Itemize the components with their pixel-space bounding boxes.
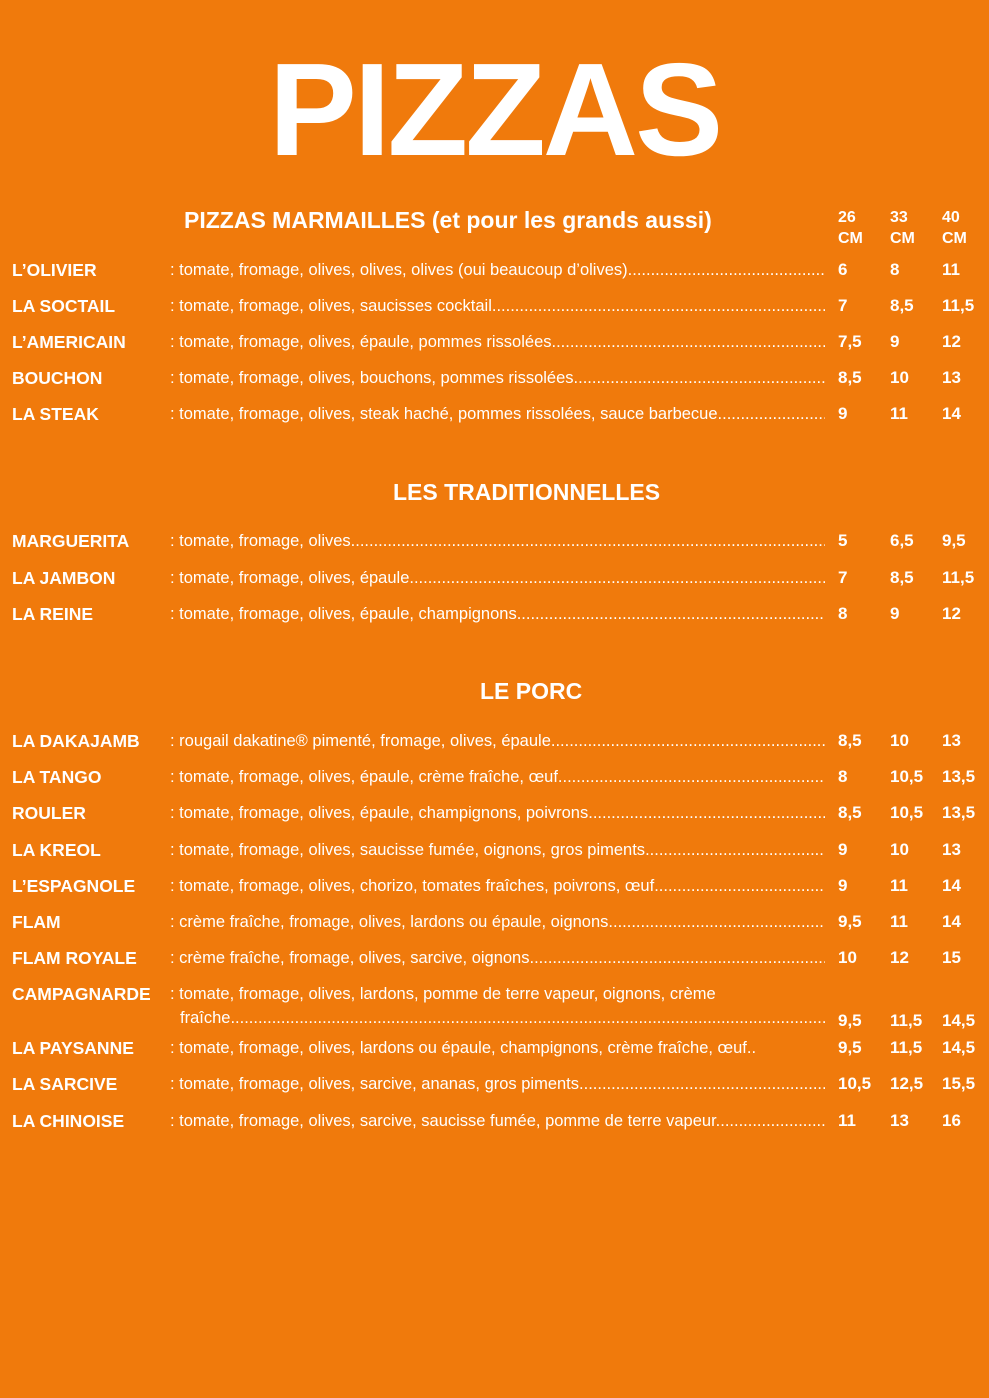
- menu-item: [0, 402, 989, 432]
- price-40: 14: [942, 912, 961, 931]
- price-33: 11,5: [890, 1011, 923, 1030]
- price-26: 9: [838, 876, 848, 895]
- price-33: 9: [890, 604, 900, 623]
- price-26: 9,5: [838, 912, 862, 931]
- price-26: 7: [838, 568, 848, 587]
- item-description: : tomate, fromage, olives, olives, olives (oui beaucoup d’olives) .....: [170, 258, 825, 282]
- price-33: 11: [890, 404, 908, 423]
- item-description: : crème fraîche, fromage, olives, lardons ou épaule, oignons .....: [170, 910, 825, 934]
- price-33: 12,5: [890, 1074, 924, 1093]
- price-40: 16: [942, 1111, 961, 1130]
- menu-item: [0, 801, 989, 831]
- price-33: 11: [890, 876, 908, 895]
- menu-item: [0, 729, 989, 759]
- menu-item: [0, 602, 989, 632]
- menu-item: [0, 330, 989, 360]
- price-40: 13: [942, 368, 961, 387]
- item-description: : tomate, fromage, olives, saucisse fumée, oignons, gros piments .....: [170, 838, 825, 862]
- menu-item: [0, 874, 989, 904]
- menu-item: [0, 1109, 989, 1139]
- price-33: 11: [890, 912, 908, 931]
- price-26: 8,5: [838, 803, 862, 822]
- price-33: 13: [890, 1111, 909, 1130]
- price-40: 12: [942, 604, 961, 623]
- menu-item: [0, 529, 989, 559]
- menu-item: [0, 258, 989, 288]
- item-name: LA SARCIVE: [12, 1074, 118, 1094]
- price-33: 11,5: [890, 1038, 923, 1057]
- menu-item: [0, 366, 989, 396]
- menu-item: [0, 910, 989, 940]
- price-40: 12: [942, 332, 961, 351]
- price-40: 15: [942, 948, 961, 967]
- menu-title: PIZZAS: [268, 36, 721, 183]
- item-description: : tomate, fromage, olives, sarcive, saucisse fumée, pomme de terre vapeur .....: [170, 1109, 825, 1133]
- menu-item: [0, 1072, 989, 1102]
- item-name: L’ESPAGNOLE: [12, 876, 136, 896]
- item-description: : tomate, fromage, olives, sarcive, ananas, gros piments .....: [170, 1072, 825, 1096]
- item-description: : tomate, fromage, olives .....: [170, 529, 825, 553]
- price-40: 11,5: [942, 568, 975, 587]
- price-33: 10: [890, 731, 909, 750]
- price-40: 14,5: [942, 1038, 976, 1057]
- price-40: 9,5: [942, 531, 966, 550]
- price-26: 9,5: [838, 1011, 862, 1030]
- price-26: 8: [838, 604, 848, 623]
- item-name: ROULER: [12, 803, 86, 823]
- price-40: 15,5: [942, 1074, 976, 1093]
- item-name: LA DAKAJAMB: [12, 731, 140, 751]
- menu-item: [0, 1036, 989, 1066]
- price-26: 11: [838, 1111, 856, 1130]
- price-40: 13: [942, 731, 961, 750]
- price-26: 9: [838, 840, 848, 859]
- item-description: : tomate, fromage, olives, épaule, pommes rissolées .....: [170, 330, 825, 354]
- item-name: LA TANGO: [12, 767, 102, 787]
- menu-item: [0, 838, 989, 868]
- price-40: 13,5: [942, 767, 976, 786]
- price-40: 11,5: [942, 296, 975, 315]
- item-description: : rougail dakatine® pimenté, fromage, olives, épaule .....: [170, 729, 825, 753]
- price-26: 10,5: [838, 1074, 872, 1093]
- price-26: 9,5: [838, 1038, 862, 1057]
- price-26: 8: [838, 767, 848, 786]
- menu-item: [0, 294, 989, 324]
- price-40: 11: [942, 260, 960, 279]
- section-title-marmailles: PIZZAS MARMAILLES (et pour les grands aussi): [184, 207, 712, 233]
- item-description: : tomate, fromage, olives, chorizo, tomates fraîches, poivrons, œuf .....: [170, 874, 825, 898]
- item-name: FLAM ROYALE: [12, 948, 137, 968]
- item-description: : tomate, fromage, olives, lardons ou épaule, champignons, crème fraîche, œuf..: [170, 1039, 757, 1057]
- item-name: LA REINE: [12, 604, 94, 624]
- item-description: : tomate, fromage, olives, lardons, pomme de terre vapeur, oignons, crème fraîche .....: [170, 982, 825, 1030]
- item-name: LA KREOL: [12, 840, 101, 860]
- item-name: MARGUERITA: [12, 531, 130, 551]
- price-26: 8,5: [838, 368, 862, 387]
- section-title-porc: LE PORC: [480, 678, 583, 704]
- menu-item: [0, 946, 989, 976]
- price-26: 10: [838, 948, 857, 967]
- item-name: LA STEAK: [12, 404, 99, 424]
- item-name: BOUCHON: [12, 368, 103, 388]
- price-40: 14,5: [942, 1011, 976, 1030]
- item-description: : tomate, fromage, olives, bouchons, pommes rissolées .....: [170, 366, 825, 390]
- item-description: : tomate, fromage, olives, saucisses cocktail .....: [170, 294, 825, 318]
- price-33: 9: [890, 332, 900, 351]
- item-description: : tomate, fromage, olives, épaule, champignons, poivrons .....: [170, 801, 825, 825]
- item-description: : tomate, fromage, olives, épaule, crème fraîche, œuf .....: [170, 765, 825, 789]
- price-33: 10,5: [890, 803, 924, 822]
- item-description: : crème fraîche, fromage, olives, sarcive, oignons .....: [170, 946, 825, 970]
- item-name: LA JAMBON: [12, 568, 116, 588]
- price-33: 8,5: [890, 568, 914, 587]
- price-33: 10,5: [890, 767, 924, 786]
- price-40: 13,5: [942, 803, 976, 822]
- price-33: 6,5: [890, 531, 914, 550]
- item-name: LA SOCTAIL: [12, 296, 116, 316]
- menu-item: [0, 566, 989, 596]
- price-26: 8,5: [838, 731, 862, 750]
- price-33: 8: [890, 260, 900, 279]
- size-header-26: 26 CM: [838, 209, 863, 247]
- size-header-40: 40 CM: [942, 209, 967, 247]
- price-26: 7: [838, 296, 848, 315]
- item-name: L’AMERICAIN: [12, 332, 126, 352]
- section-title-traditionnelles: LES TRADITIONNELLES: [393, 479, 661, 505]
- item-description: : tomate, fromage, olives, épaule .....: [170, 566, 825, 590]
- price-33: 8,5: [890, 296, 914, 315]
- price-26: 7,5: [838, 332, 862, 351]
- price-33: 10: [890, 840, 909, 859]
- menu-item: [0, 765, 989, 795]
- item-name: FLAM: [12, 912, 61, 932]
- item-name: L’OLIVIER: [12, 260, 97, 280]
- item-name: LA PAYSANNE: [12, 1038, 134, 1058]
- price-26: 9: [838, 404, 848, 423]
- price-40: 13: [942, 840, 961, 859]
- item-name: LA CHINOISE: [12, 1111, 125, 1131]
- price-26: 6: [838, 260, 848, 279]
- menu-item: [0, 982, 989, 1038]
- price-40: 14: [942, 404, 961, 423]
- size-header-33: 33 CM: [890, 209, 915, 247]
- item-description: : tomate, fromage, olives, steak haché, pommes rissolées, sauce barbecue .....: [170, 402, 825, 426]
- item-description: : tomate, fromage, olives, épaule, champignons .....: [170, 602, 825, 626]
- price-33: 12: [890, 948, 909, 967]
- price-26: 5: [838, 531, 848, 550]
- item-name: CAMPAGNARDE: [12, 984, 151, 1004]
- price-33: 10: [890, 368, 909, 387]
- price-40: 14: [942, 876, 961, 895]
